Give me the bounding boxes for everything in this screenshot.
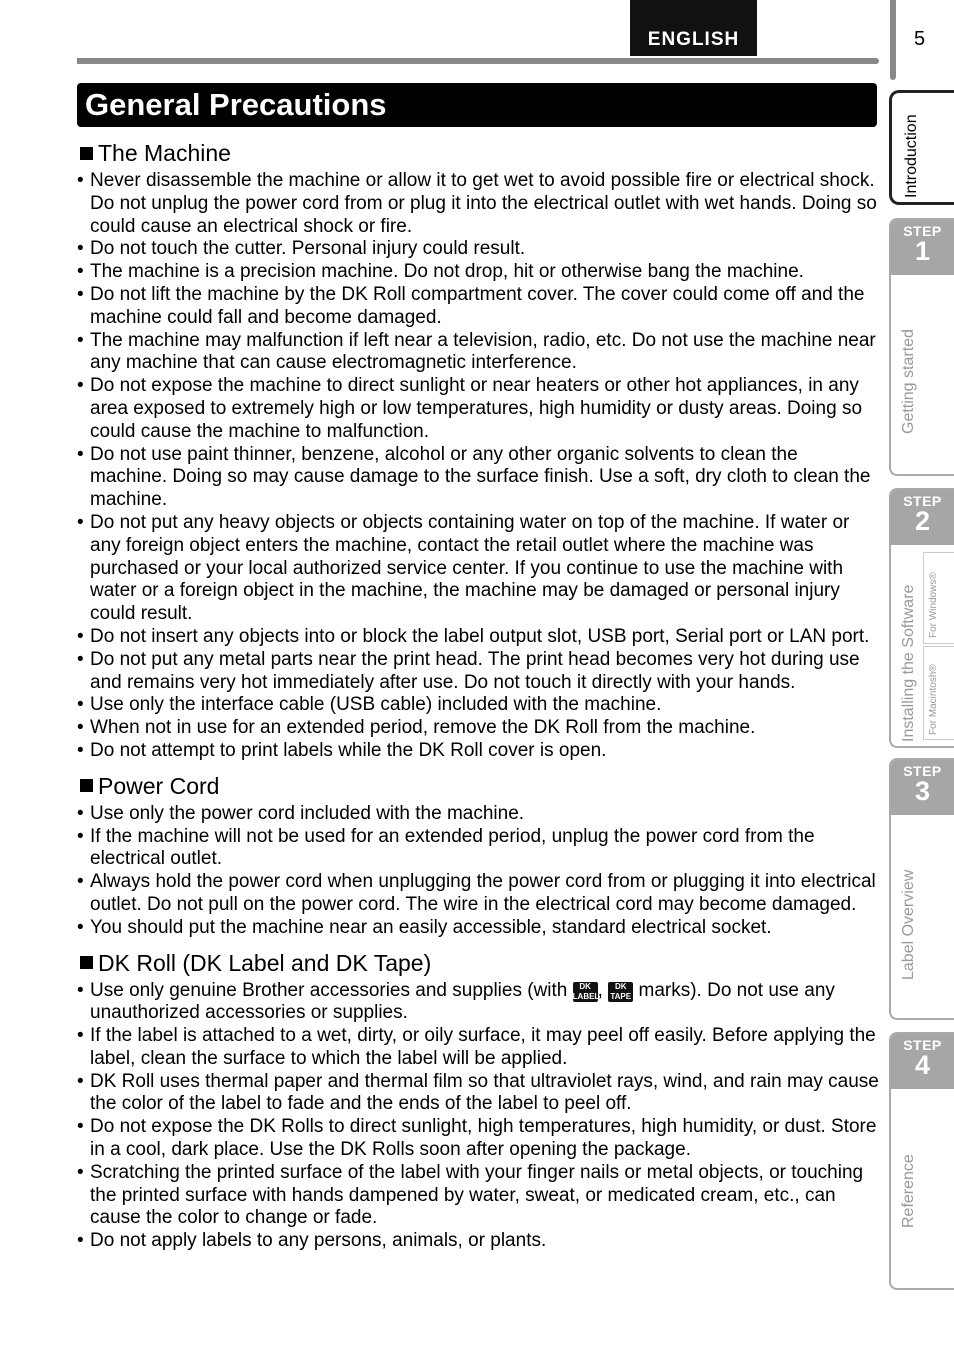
list-item: • Do not put any metal parts near the print head. The print head becomes very hot during use and remains very hot immediately after use. Do not touch it directly with your hands. (77, 649, 879, 695)
list-item: • When not in use for an extended period, remove the DK Roll from the machine. (77, 717, 879, 740)
sidebar-subtab-macintosh[interactable] (923, 646, 954, 740)
machine-precautions-list (77, 170, 879, 763)
sidebar-label: Introduction (903, 114, 920, 198)
list-item-text: , (597, 979, 603, 1001)
list-item: • Do not expose the DK Rolls to direct sunlight, high temperatures, high humidity, or dust. Store in a cool, dark place. Use the DK Rolls soon after opening the package. (77, 1116, 879, 1162)
dk-label-mark-icon: DK LABEL (572, 981, 600, 1001)
sidebar-tab-step2[interactable] (889, 488, 954, 748)
list-item: • If the machine will not be used for an extended period, unplug the power cord from the electrical outlet. (77, 826, 879, 872)
section-heading-dk-roll (77, 948, 879, 978)
sidebar-label: Installing the Software (900, 584, 917, 742)
square-bullet-icon (80, 779, 93, 792)
section-heading-text: Power Cord (98, 772, 220, 799)
list-item: • The machine is a precision machine. Do not drop, hit or otherwise bang the machine. (77, 261, 879, 284)
sidebar-label: Label Overview (900, 869, 917, 980)
list-item: • Use only the interface cable (USB cable) included with the machine. (77, 694, 879, 717)
list-item: • If the label is attached to a wet, dirty, or oily surface, it may peel off easily. Before applying the label, clean the surface to which the label will be applied. (77, 1025, 879, 1071)
step-word: STEP (903, 763, 942, 779)
list-item: • Do not expose the machine to direct sunlight or near heaters or other hot appliances, in any area exposed to extremely high or low temperatures, high humidity or dusty areas. Doing so could cause the machine to malfunction. (77, 375, 879, 443)
sidebar-subtab-windows[interactable] (923, 552, 954, 644)
list-item: • Use only the power cord included with the machine. (77, 803, 879, 826)
list-item: • Do not use paint thinner, benzene, alcohol or any other organic solvents to clean the machine. Doing so may cause damage to the surface finish. Use a soft, dry cloth to clean the machine. (77, 444, 879, 512)
list-item: • Do not lift the machine by the DK Roll compartment cover. The cover could come off and the machine could fall and become damaged. (77, 284, 879, 330)
header-rule (77, 58, 879, 64)
sidebar-tab-step3[interactable] (889, 758, 954, 1020)
sidebar-label: Getting started (900, 329, 917, 434)
section-heading-text: The Machine (98, 140, 231, 166)
step-badge (891, 490, 954, 545)
sidebar-tab-introduction[interactable] (889, 90, 954, 205)
list-item (77, 980, 879, 1026)
sidebar-tab-step4[interactable] (889, 1032, 954, 1290)
list-item: • Do not attempt to print labels while the DK Roll cover is open. (77, 740, 879, 763)
dk-roll-precautions-list (77, 980, 879, 1254)
sidebar-sublabel: For Macintosh® (928, 664, 939, 735)
list-item: • Do not put any heavy objects or objects containing water on top of the machine. If water or any foreign object enters the machine, contact the retail outlet where the machine was purchased or your local authorized service center. If you continue to use the machine with water or a foreign object in the machine, the machine may be damaged or personal injury could result. (77, 512, 879, 626)
section-heading-machine (77, 138, 879, 168)
title-bar (77, 83, 877, 127)
list-item: • The machine may malfunction if left near a television, radio, etc. Do not use the machine near any machine that can cause electromagnetic interference. (77, 330, 879, 376)
sidebar-sublabel: For Windows® (928, 572, 939, 638)
step-number: 1 (914, 236, 931, 266)
content (77, 138, 879, 1261)
list-item: • DK Roll uses thermal paper and thermal film so that ultraviolet rays, wind, and rain may cause the color of the label to fade and the ends of the label to peel off. (77, 1071, 879, 1117)
dk-tape-mark-icon: DK TAPE (608, 982, 633, 1002)
page-number: 5 (914, 28, 926, 50)
list-item: • Do not insert any objects into or block the label output slot, USB port, Serial port or LAN port. (77, 626, 879, 649)
list-item-text: marks). Do not use any unauthorized accessories or supplies. (90, 979, 835, 1024)
step-word: STEP (903, 493, 942, 509)
step-badge (891, 760, 954, 815)
list-item-text: Use only genuine Brother accessories and supplies (with (90, 979, 568, 1001)
sidebar-tab-step1[interactable] (889, 218, 954, 476)
section-heading-text: DK Roll (DK Label and DK Tape) (98, 949, 432, 976)
step-number: 4 (914, 1050, 931, 1080)
section-heading-power-cord (77, 771, 879, 801)
list-item: • Always hold the power cord when unplugging the power cord from or plugging it into electrical outlet. Do not pull on the power cord. The wire in the electrical cord may become damaged. (77, 871, 879, 917)
step-number: 2 (914, 506, 931, 536)
power-cord-precautions-list (77, 803, 879, 940)
step-number: 3 (914, 776, 931, 806)
list-item: • Do not apply labels to any persons, animals, or plants. (77, 1230, 879, 1253)
list-item: • Never disassemble the machine or allow it to get wet to avoid possible fire or electrical shock. Do not unplug the power cord from or plug it into the electrical outlet with wet hands. Doing so could cause an electrical shock or fire. (77, 170, 879, 238)
step-word: STEP (903, 1037, 942, 1053)
list-item: • You should put the machine near an easily accessible, standard electrical socket. (77, 917, 879, 940)
page-title: General Precautions (85, 87, 387, 122)
sidebar-label: Reference (900, 1154, 917, 1228)
language-tab: ENGLISH (630, 0, 757, 56)
list-item: • Scratching the printed surface of the label with your finger nails or metal objects, or touching the printed surface with hands dampened by water, sweat, or medicated cream, etc., can cause the color to change or fade. (77, 1162, 879, 1230)
header-vertical-rule (890, 0, 896, 80)
step-badge (891, 220, 954, 275)
square-bullet-icon (80, 147, 93, 160)
list-item: • Do not touch the cutter. Personal injury could result. (77, 238, 879, 261)
square-bullet-icon (80, 956, 93, 969)
step-badge (891, 1034, 954, 1089)
step-word: STEP (903, 223, 942, 239)
